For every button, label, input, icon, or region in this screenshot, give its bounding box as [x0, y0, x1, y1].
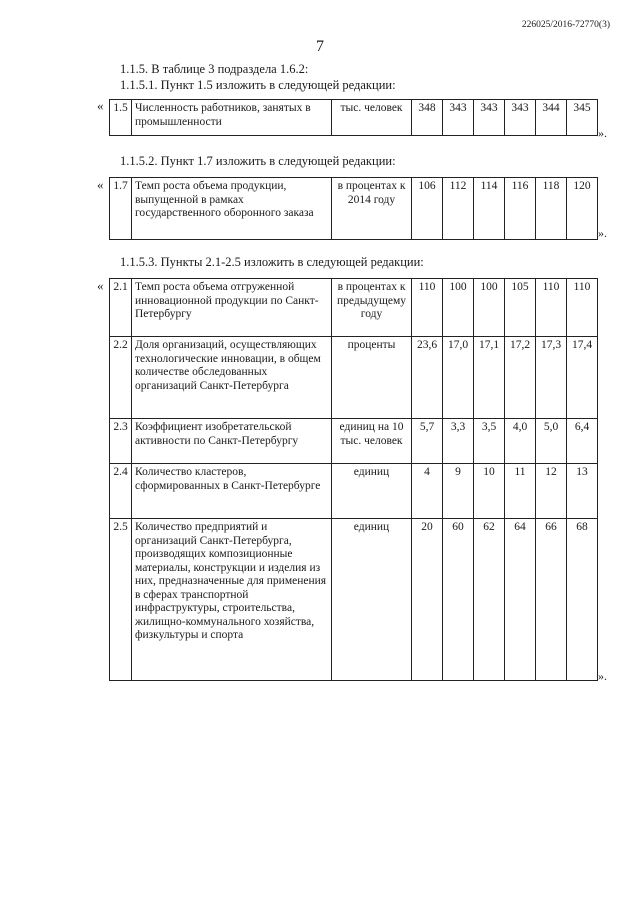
value-cell: 116	[505, 178, 536, 240]
table-row	[110, 464, 598, 519]
opening-quote: «	[97, 278, 104, 293]
value-cell: 66	[536, 519, 567, 681]
value-cell: 23,6	[412, 337, 443, 419]
value-cell: 17,1	[474, 337, 505, 419]
value-cell: 60	[443, 519, 474, 681]
value-cell: 17,3	[536, 337, 567, 419]
value-cell: 112	[443, 178, 474, 240]
table-row	[110, 178, 598, 240]
value-cell: 62	[474, 519, 505, 681]
value-cell: 110	[536, 279, 567, 337]
value-cell: 11	[505, 464, 536, 519]
value-cell: 118	[536, 178, 567, 240]
value-cell: 110	[567, 279, 598, 337]
paragraph-1-1-5-1: 1.1.5.1. Пункт 1.5 изложить в следующей редакции:	[120, 78, 396, 92]
indicator-name: Коэффициент изобретательской активности по Санкт-Петербургу	[132, 419, 332, 464]
row-number: 2.4	[110, 464, 132, 519]
indicator-name: Количество кластеров, сформированных в Санкт-Петербурге	[132, 464, 332, 519]
row-number: 1.5	[110, 100, 132, 136]
value-cell: 4	[412, 464, 443, 519]
value-cell: 17,0	[443, 337, 474, 419]
document-id: 226025/2016-72770(3)	[521, 20, 610, 30]
table-row	[110, 100, 598, 136]
row-number: 1.7	[110, 178, 132, 240]
table-items-2-1-2-5	[109, 278, 598, 681]
unit-of-measure: в процентах к 2014 году	[332, 178, 412, 240]
closing-quote: ».	[598, 126, 607, 140]
value-cell: 12	[536, 464, 567, 519]
value-cell: 345	[567, 100, 598, 136]
paragraph-1-1-5: 1.1.5. В таблице 3 подраздела 1.6.2:	[120, 62, 309, 76]
indicator-name: Численность работников, занятых в промышленности	[132, 100, 332, 136]
closing-quote: ».	[598, 669, 607, 683]
unit-of-measure: единиц	[332, 464, 412, 519]
page-number: 7	[316, 38, 324, 55]
value-cell: 3,5	[474, 419, 505, 464]
row-number: 2.2	[110, 337, 132, 419]
value-cell: 4,0	[505, 419, 536, 464]
row-number: 2.5	[110, 519, 132, 681]
table-row	[110, 279, 598, 337]
table-row	[110, 519, 598, 681]
value-cell: 100	[474, 279, 505, 337]
value-cell: 120	[567, 178, 598, 240]
indicator-name: Доля организаций, осуществляющих технологические инновации, в общем количестве обследованных организаций Санкт-Петербурга	[132, 337, 332, 419]
value-cell: 6,4	[567, 419, 598, 464]
unit-of-measure: единиц на 10 тыс. человек	[332, 419, 412, 464]
row-number: 2.1	[110, 279, 132, 337]
value-cell: 64	[505, 519, 536, 681]
value-cell: 344	[536, 100, 567, 136]
value-cell: 5,0	[536, 419, 567, 464]
table-row	[110, 337, 598, 419]
unit-of-measure: тыс. человек	[332, 100, 412, 136]
value-cell: 348	[412, 100, 443, 136]
indicator-name: Темп роста объема отгруженной инновационной продукции по Санкт-Петербургу	[132, 279, 332, 337]
value-cell: 3,3	[443, 419, 474, 464]
closing-quote: ».	[598, 226, 607, 240]
value-cell: 100	[443, 279, 474, 337]
value-cell: 110	[412, 279, 443, 337]
value-cell: 343	[474, 100, 505, 136]
value-cell: 114	[474, 178, 505, 240]
value-cell: 13	[567, 464, 598, 519]
value-cell: 10	[474, 464, 505, 519]
table-item-1-7	[109, 177, 598, 240]
unit-of-measure: единиц	[332, 519, 412, 681]
indicator-name: Количество предприятий и организаций Санкт-Петербурга, производящих композиционные материалы, конструкции и изделия из них, предназначенные для применения в сферах транспортной инфраструктуры, строительства, жилищно-коммунального хозяйства, физкультуры и спорта	[132, 519, 332, 681]
value-cell: 343	[505, 100, 536, 136]
value-cell: 17,4	[567, 337, 598, 419]
value-cell: 105	[505, 279, 536, 337]
value-cell: 106	[412, 178, 443, 240]
table-row	[110, 419, 598, 464]
indicator-name: Темп роста объема продукции, выпущенной в рамках государственного оборонного заказа	[132, 178, 332, 240]
value-cell: 68	[567, 519, 598, 681]
value-cell: 17,2	[505, 337, 536, 419]
value-cell: 5,7	[412, 419, 443, 464]
unit-of-measure: в процентах к предыдущему году	[332, 279, 412, 337]
value-cell: 9	[443, 464, 474, 519]
value-cell: 20	[412, 519, 443, 681]
paragraph-1-1-5-3: 1.1.5.3. Пункты 2.1-2.5 изложить в следующей редакции:	[120, 255, 424, 269]
opening-quote: «	[97, 177, 104, 192]
paragraph-1-1-5-2: 1.1.5.2. Пункт 1.7 изложить в следующей редакции:	[120, 154, 396, 168]
value-cell: 343	[443, 100, 474, 136]
row-number: 2.3	[110, 419, 132, 464]
unit-of-measure: проценты	[332, 337, 412, 419]
opening-quote: «	[97, 98, 104, 113]
table-item-1-5	[109, 99, 598, 136]
